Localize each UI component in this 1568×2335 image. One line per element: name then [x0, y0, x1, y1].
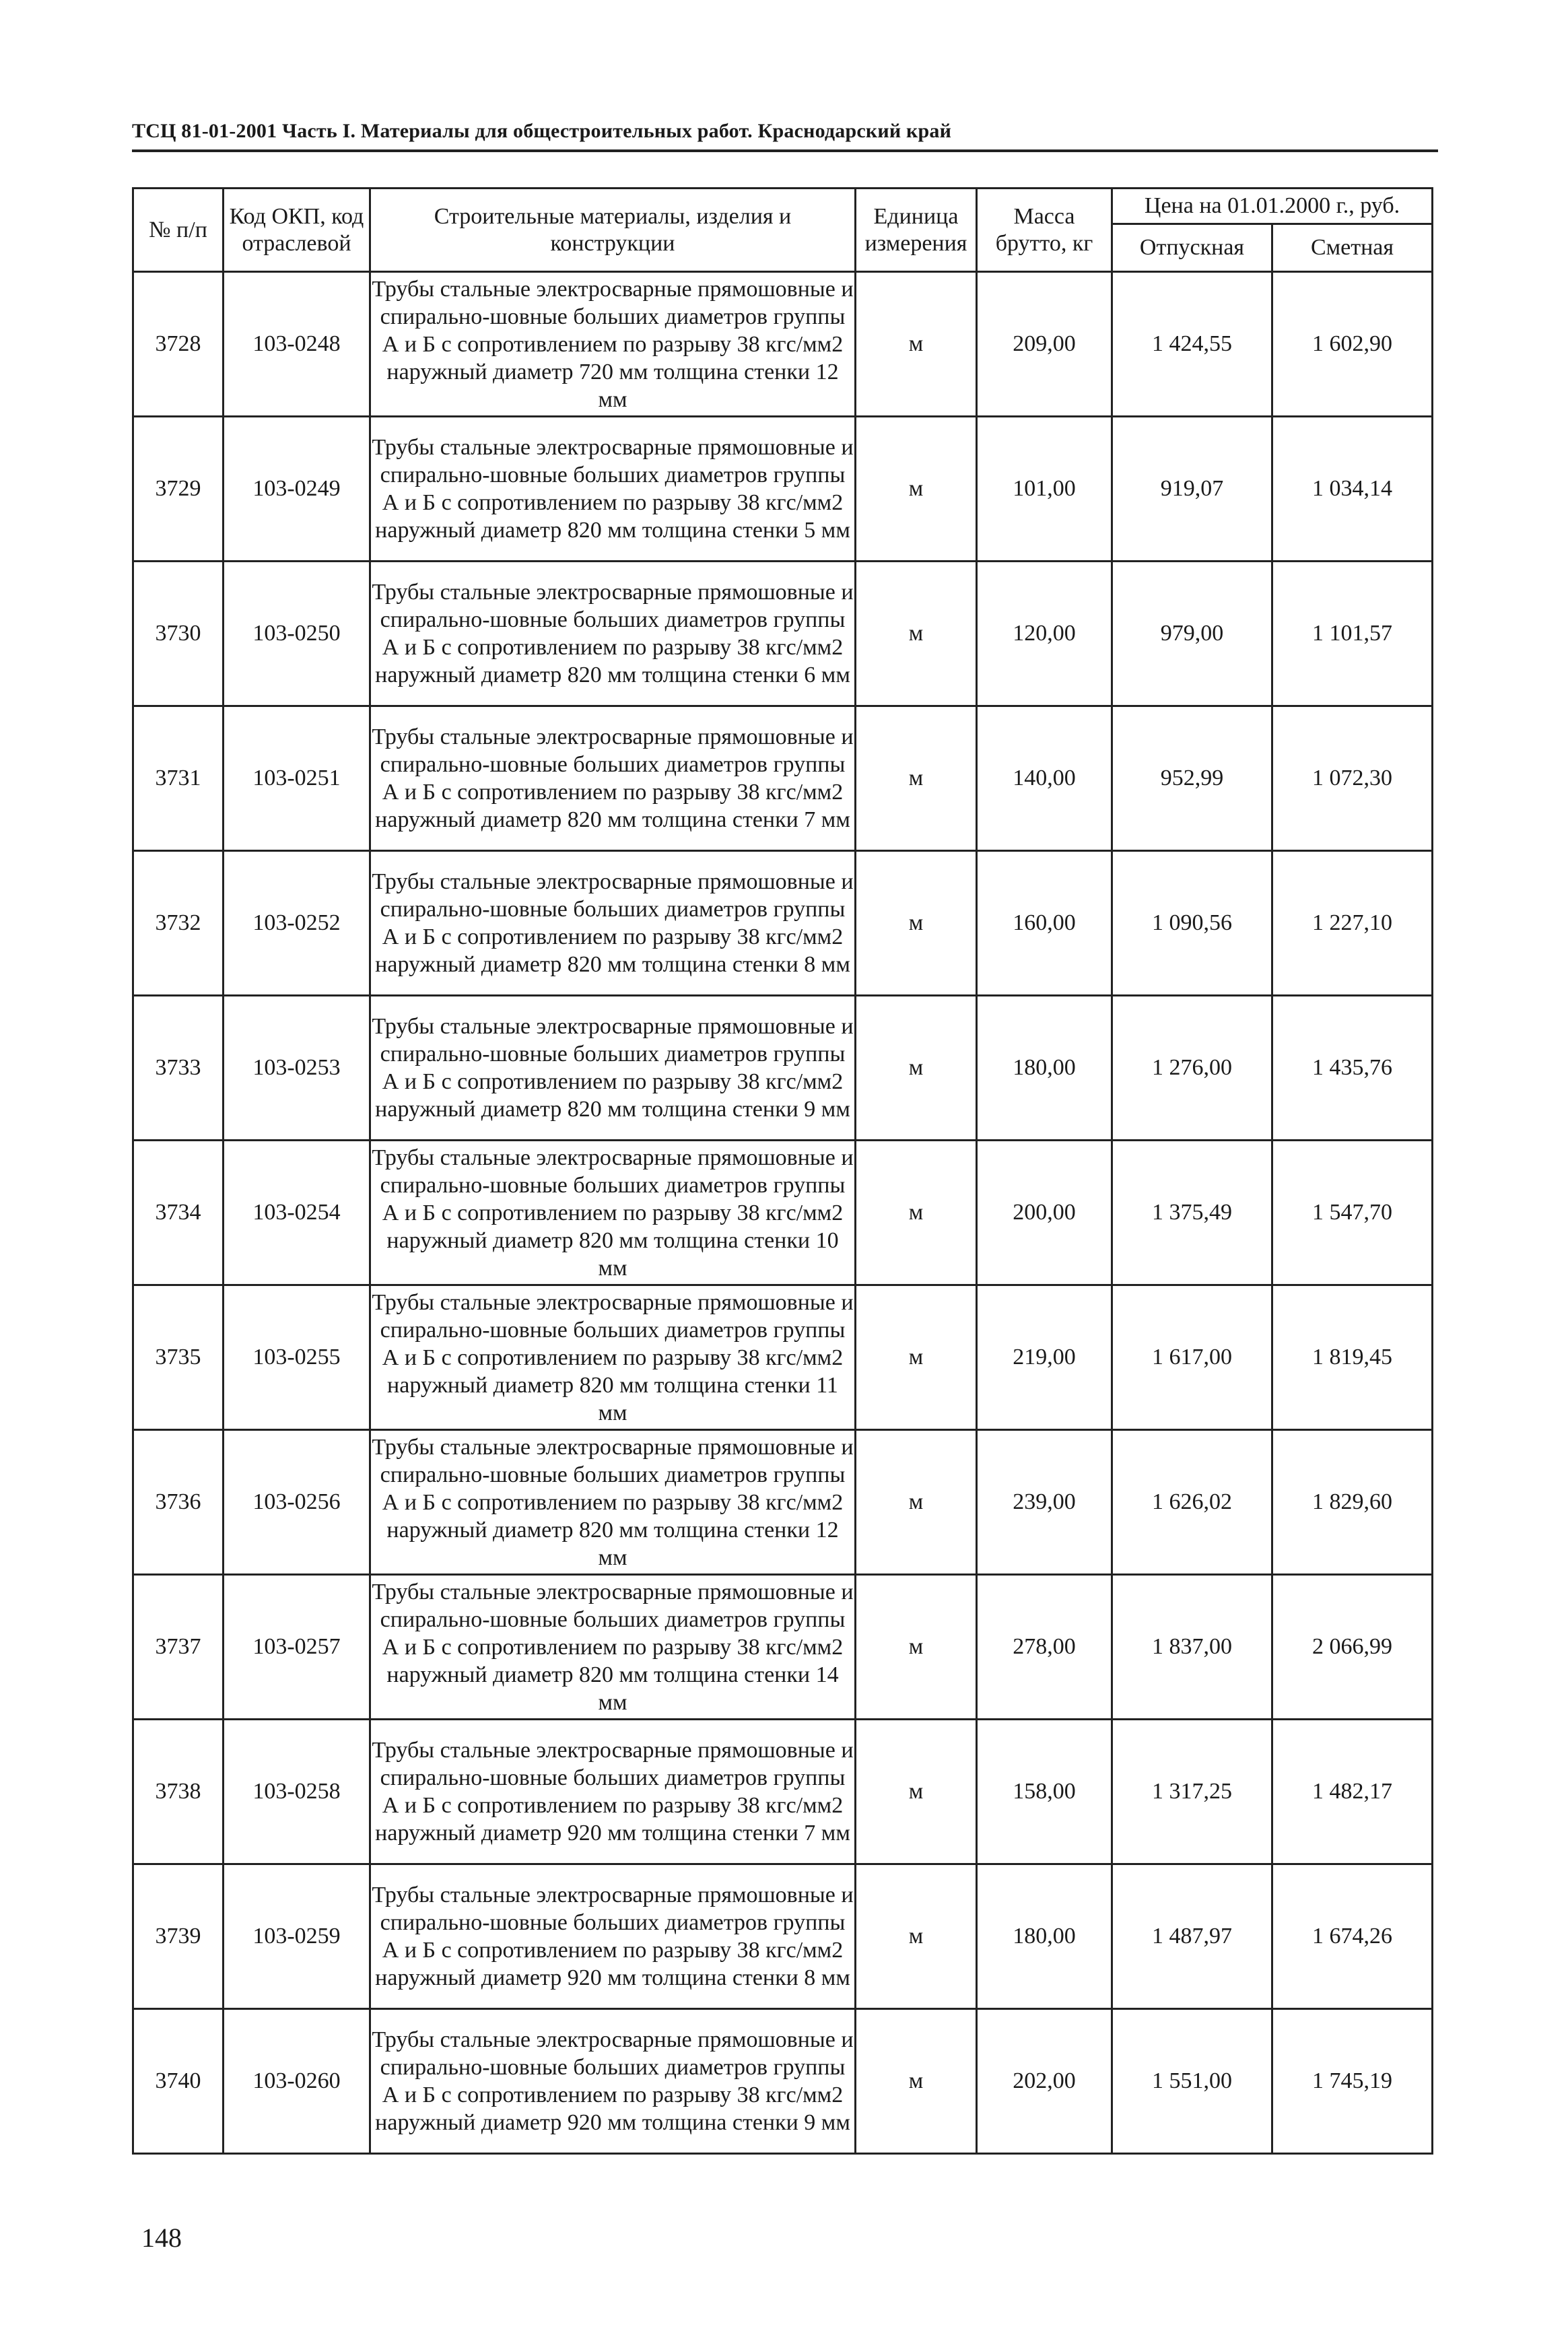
cell-price-estimate: 1 034,14 — [1272, 417, 1433, 562]
table-row — [133, 1285, 1433, 1430]
cell-num: 3737 — [133, 1575, 224, 1720]
cell-description: Трубы стальные электросварные прямошовные и спирально-шовные больших диаметров группы А и Б с сопротивлением по разрыву 38 кгс/мм2 наружный диаметр 720 мм толщина стенки 12 мм — [370, 272, 856, 417]
cell-code: 103-0258 — [224, 1720, 370, 1864]
cell-price-release: 1 317,25 — [1112, 1720, 1272, 1864]
header-num: № п/п — [133, 189, 224, 272]
table-row — [133, 1141, 1433, 1285]
cell-code: 103-0259 — [224, 1864, 370, 2009]
header-code: Код ОКП, код отраслевой — [224, 189, 370, 272]
cell-description: Трубы стальные электросварные прямошовные и спирально-шовные больших диаметров группы А и Б с сопротивлением по разрыву 38 кгс/мм2 наружный диаметр 920 мм толщина стенки 8 мм — [370, 1864, 856, 2009]
header-mass: Масса брутто, кг — [977, 189, 1112, 272]
cell-unit: м — [856, 562, 977, 706]
cell-num: 3731 — [133, 706, 224, 851]
cell-description: Трубы стальные электросварные прямошовные и спирально-шовные больших диаметров группы А и Б с сопротивлением по разрыву 38 кгс/мм2 наружный диаметр 820 мм толщина стенки 9 мм — [370, 996, 856, 1141]
cell-code: 103-0253 — [224, 996, 370, 1141]
cell-price-release: 1 487,97 — [1112, 1864, 1272, 2009]
cell-unit: м — [856, 272, 977, 417]
header-unit: Единица измерения — [856, 189, 977, 272]
page-number: 148 — [141, 2223, 182, 2253]
cell-mass: 101,00 — [977, 417, 1112, 562]
cell-price-estimate: 1 227,10 — [1272, 851, 1433, 996]
cell-description: Трубы стальные электросварные прямошовные и спирально-шовные больших диаметров группы А и Б с сопротивлением по разрыву 38 кгс/мм2 наружный диаметр 820 мм толщина стенки 14 мм — [370, 1575, 856, 1720]
cell-price-estimate: 1 072,30 — [1272, 706, 1433, 851]
cell-mass: 278,00 — [977, 1575, 1112, 1720]
cell-code: 103-0250 — [224, 562, 370, 706]
table-row — [133, 851, 1433, 996]
cell-unit: м — [856, 851, 977, 996]
table-row — [133, 1864, 1433, 2009]
cell-mass: 160,00 — [977, 851, 1112, 996]
cell-description: Трубы стальные электросварные прямошовные и спирально-шовные больших диаметров группы А и Б с сопротивлением по разрыву 38 кгс/мм2 наружный диаметр 820 мм толщина стенки 8 мм — [370, 851, 856, 996]
cell-mass: 140,00 — [977, 706, 1112, 851]
cell-price-estimate: 1 819,45 — [1272, 1285, 1433, 1430]
header-price-release: Отпускная — [1112, 224, 1272, 272]
cell-price-release: 1 375,49 — [1112, 1141, 1272, 1285]
cell-price-estimate: 1 829,60 — [1272, 1430, 1433, 1575]
cell-price-release: 1 090,56 — [1112, 851, 1272, 996]
running-head: ТСЦ 81-01-2001 Часть I. Материалы для общестроительных работ. Краснодарский край — [132, 120, 952, 142]
cell-num: 3733 — [133, 996, 224, 1141]
cell-price-release: 1 551,00 — [1112, 2009, 1272, 2154]
cell-code: 103-0256 — [224, 1430, 370, 1575]
cell-description: Трубы стальные электросварные прямошовные и спирально-шовные больших диаметров группы А и Б с сопротивлением по разрыву 38 кгс/мм2 наружный диаметр 820 мм толщина стенки 11 мм — [370, 1285, 856, 1430]
table-row — [133, 562, 1433, 706]
cell-price-estimate: 1 435,76 — [1272, 996, 1433, 1141]
cell-mass: 209,00 — [977, 272, 1112, 417]
cell-num: 3736 — [133, 1430, 224, 1575]
cell-mass: 200,00 — [977, 1141, 1112, 1285]
cell-num: 3732 — [133, 851, 224, 996]
cell-price-estimate: 1 547,70 — [1272, 1141, 1433, 1285]
cell-unit: м — [856, 1864, 977, 2009]
cell-unit: м — [856, 1285, 977, 1430]
cell-num: 3740 — [133, 2009, 224, 2154]
cell-price-release: 1 626,02 — [1112, 1430, 1272, 1575]
cell-description: Трубы стальные электросварные прямошовные и спирально-шовные больших диаметров группы А и Б с сопротивлением по разрыву 38 кгс/мм2 наружный диаметр 820 мм толщина стенки 5 мм — [370, 417, 856, 562]
cell-price-release: 1 424,55 — [1112, 272, 1272, 417]
cell-price-estimate: 2 066,99 — [1272, 1575, 1433, 1720]
cell-description: Трубы стальные электросварные прямошовные и спирально-шовные больших диаметров группы А и Б с сопротивлением по разрыву 38 кгс/мм2 наружный диаметр 820 мм толщина стенки 6 мм — [370, 562, 856, 706]
table-row — [133, 1575, 1433, 1720]
cell-code: 103-0248 — [224, 272, 370, 417]
cell-mass: 219,00 — [977, 1285, 1112, 1430]
cell-num: 3735 — [133, 1285, 224, 1430]
cell-num: 3739 — [133, 1864, 224, 2009]
cell-mass: 120,00 — [977, 562, 1112, 706]
header-price-estimate: Сметная — [1272, 224, 1433, 272]
header-name: Строительные материалы, изделия и конструкции — [370, 189, 856, 272]
cell-code: 103-0252 — [224, 851, 370, 996]
header-price-group: Цена на 01.01.2000 г., руб. — [1112, 189, 1433, 224]
cell-mass: 180,00 — [977, 1864, 1112, 2009]
cell-unit: м — [856, 2009, 977, 2154]
table-row — [133, 1430, 1433, 1575]
cell-price-estimate: 1 101,57 — [1272, 562, 1433, 706]
table-row — [133, 417, 1433, 562]
cell-mass: 158,00 — [977, 1720, 1112, 1864]
cell-price-release: 979,00 — [1112, 562, 1272, 706]
cell-num: 3728 — [133, 272, 224, 417]
table-row — [133, 2009, 1433, 2154]
cell-price-estimate: 1 674,26 — [1272, 1864, 1433, 2009]
table-row — [133, 272, 1433, 417]
cell-code: 103-0249 — [224, 417, 370, 562]
cell-num: 3738 — [133, 1720, 224, 1864]
cell-unit: м — [856, 1575, 977, 1720]
cell-description: Трубы стальные электросварные прямошовные и спирально-шовные больших диаметров группы А и Б с сопротивлением по разрыву 38 кгс/мм2 наружный диаметр 820 мм толщина стенки 12 мм — [370, 1430, 856, 1575]
cell-code: 103-0251 — [224, 706, 370, 851]
table-row — [133, 996, 1433, 1141]
materials-price-table — [132, 187, 1433, 2155]
table-header-row — [133, 189, 1433, 224]
cell-num: 3734 — [133, 1141, 224, 1285]
cell-code: 103-0255 — [224, 1285, 370, 1430]
cell-num: 3730 — [133, 562, 224, 706]
table-row — [133, 1720, 1433, 1864]
table-body — [133, 272, 1433, 2154]
cell-price-estimate: 1 745,19 — [1272, 2009, 1433, 2154]
cell-mass: 202,00 — [977, 2009, 1112, 2154]
cell-price-release: 1 837,00 — [1112, 1575, 1272, 1720]
cell-description: Трубы стальные электросварные прямошовные и спирально-шовные больших диаметров группы А и Б с сопротивлением по разрыву 38 кгс/мм2 наружный диаметр 920 мм толщина стенки 9 мм — [370, 2009, 856, 2154]
cell-mass: 180,00 — [977, 996, 1112, 1141]
cell-unit: м — [856, 1430, 977, 1575]
cell-price-release: 919,07 — [1112, 417, 1272, 562]
cell-unit: м — [856, 706, 977, 851]
cell-price-release: 952,99 — [1112, 706, 1272, 851]
cell-price-estimate: 1 602,90 — [1272, 272, 1433, 417]
cell-unit: м — [856, 1141, 977, 1285]
cell-code: 103-0254 — [224, 1141, 370, 1285]
header-rule — [132, 149, 1438, 152]
table-row — [133, 706, 1433, 851]
cell-description: Трубы стальные электросварные прямошовные и спирально-шовные больших диаметров группы А и Б с сопротивлением по разрыву 38 кгс/мм2 наружный диаметр 920 мм толщина стенки 7 мм — [370, 1720, 856, 1864]
cell-unit: м — [856, 1720, 977, 1864]
cell-code: 103-0257 — [224, 1575, 370, 1720]
cell-price-estimate: 1 482,17 — [1272, 1720, 1433, 1864]
cell-description: Трубы стальные электросварные прямошовные и спирально-шовные больших диаметров группы А и Б с сопротивлением по разрыву 38 кгс/мм2 наружный диаметр 820 мм толщина стенки 10 мм — [370, 1141, 856, 1285]
cell-mass: 239,00 — [977, 1430, 1112, 1575]
cell-num: 3729 — [133, 417, 224, 562]
cell-price-release: 1 276,00 — [1112, 996, 1272, 1141]
cell-unit: м — [856, 996, 977, 1141]
cell-price-release: 1 617,00 — [1112, 1285, 1272, 1430]
cell-code: 103-0260 — [224, 2009, 370, 2154]
cell-description: Трубы стальные электросварные прямошовные и спирально-шовные больших диаметров группы А и Б с сопротивлением по разрыву 38 кгс/мм2 наружный диаметр 820 мм толщина стенки 7 мм — [370, 706, 856, 851]
cell-unit: м — [856, 417, 977, 562]
